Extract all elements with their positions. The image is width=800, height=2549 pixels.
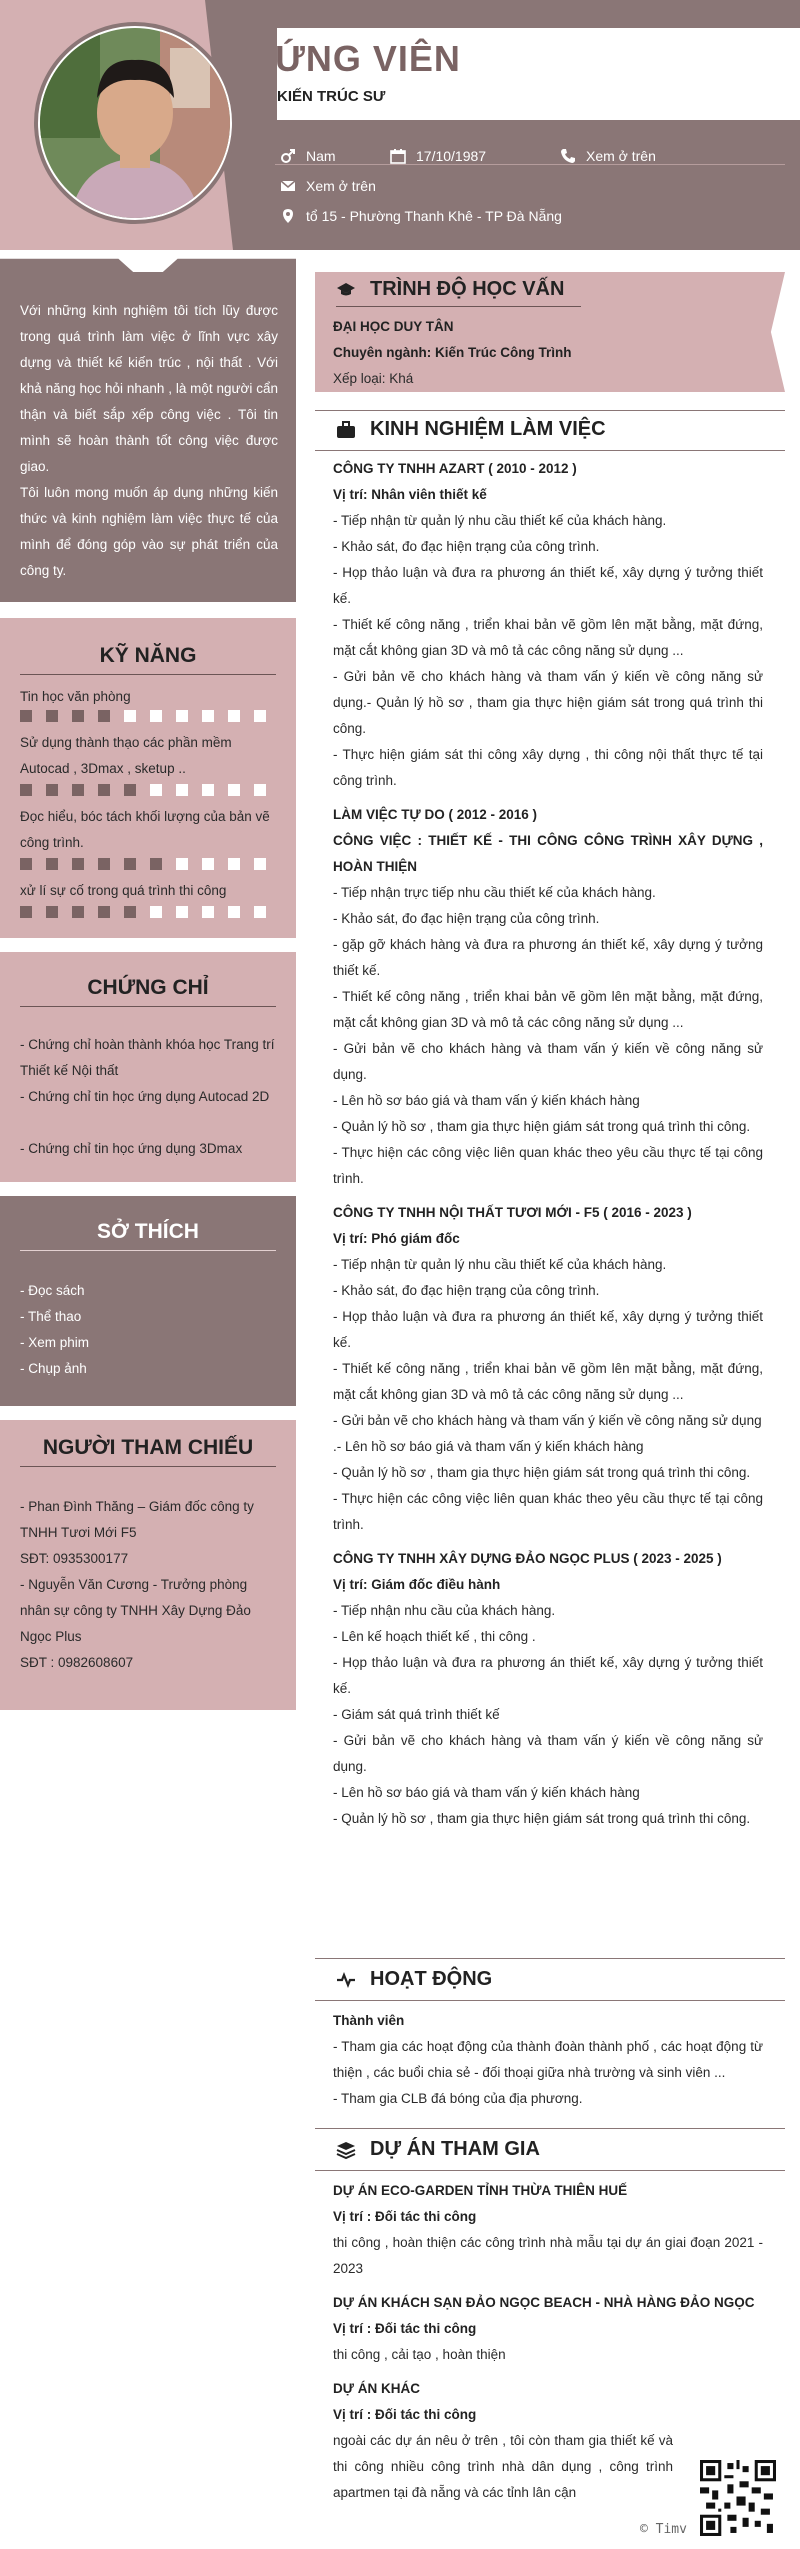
skill-label: Đọc hiểu, bóc tách khối lượng của bản vẽ công trình. bbox=[20, 809, 270, 850]
job-task: - Giám sát quá trình thiết kế bbox=[333, 1707, 500, 1722]
skills-title: KỸ NĂNG bbox=[99, 644, 197, 667]
header-top-bar bbox=[255, 0, 800, 28]
skill-square-filled bbox=[124, 906, 136, 918]
job-task: - Tiếp nhận từ quản lý nhu cầu thiết kế của khách hàng. bbox=[333, 1257, 667, 1272]
skill-rating bbox=[20, 858, 276, 870]
job-company: CÔNG TY TNHH NỘI THẤT TƯƠI MỚI - F5 ( 2016 - 2023 ) bbox=[333, 1205, 692, 1220]
skill-label: Sử dụng thành thạo các phần mềm Autocad , 3Dmax , sketup .. bbox=[20, 735, 232, 776]
projects-body bbox=[333, 2178, 763, 2506]
skill-square-filled bbox=[72, 710, 84, 722]
job-company: LÀM VIỆC TỰ DO ( 2012 - 2016 ) bbox=[333, 807, 538, 822]
job-task: - Thiết kế công năng , triển khai bản vẽ gồm lên mặt bằng, mặt đứng, mặt cắt không gian 3D và mô tả các công năng sử dụng ... bbox=[333, 989, 763, 1030]
skill-square-filled bbox=[98, 858, 110, 870]
job-company: CÔNG TY TNHH XÂY DỰNG ĐẢO NGỌC PLUS ( 2023 - 2025 ) bbox=[333, 1551, 722, 1566]
skill-square-empty bbox=[176, 784, 188, 796]
skill-square-empty bbox=[254, 858, 266, 870]
skill-square-filled bbox=[98, 784, 110, 796]
skill-square-filled bbox=[72, 906, 84, 918]
job-task: - Thực hiện giám sát thi công xây dựng , thi công nội thất thực tế tại công trình. bbox=[333, 747, 763, 788]
hobbies-section bbox=[0, 1196, 296, 1406]
job-task: - Khảo sát, đo đạc hiện trạng của công trình. bbox=[333, 911, 600, 926]
reference-item: - Nguyễn Văn Cương - Trưởng phòng nhân sự công ty TNHH Xây Dựng Đảo Ngọc Plus bbox=[20, 1577, 251, 1644]
education-underline bbox=[336, 306, 581, 307]
info-dob bbox=[390, 148, 486, 164]
project-desc: ngoài các dự án nêu ở trên , tôi còn tham gia thiết kế và thi công nhiều công trình nhà dân dụng , công trình apartmen tại đà nẵng và các tỉnh lân cận bbox=[333, 2433, 673, 2500]
job-block bbox=[333, 456, 763, 794]
education-heading bbox=[336, 278, 564, 301]
skill-square-filled bbox=[46, 784, 58, 796]
gender-icon bbox=[280, 148, 296, 164]
job-task: - Gửi bản vẽ cho khách hàng và tham vấn ý kiến về công năng sử dụng. bbox=[333, 1733, 763, 1774]
hobby-item: - Đọc sách bbox=[20, 1283, 85, 1298]
skill-label: Tin học văn phòng bbox=[20, 689, 131, 704]
intro-paragraph: Tôi luôn mong muốn áp dụng những kiến thức và kinh nghiệm làm việc thực tế của mình để đóng góp vào sự phát triển của công ty. bbox=[20, 485, 278, 578]
reference-phone: SĐT : 0982608607 bbox=[20, 1655, 134, 1670]
education-title: TRÌNH ĐỘ HỌC VẤN bbox=[370, 278, 565, 300]
project-role: Vị trí : Đối tác thi công bbox=[333, 2209, 477, 2224]
header-notch bbox=[255, 28, 277, 120]
location-icon bbox=[280, 208, 296, 224]
info-gender bbox=[280, 148, 336, 164]
skill-square-filled bbox=[72, 858, 84, 870]
activities-divider-top bbox=[315, 1958, 785, 1959]
skill-square-filled bbox=[124, 784, 136, 796]
job-block bbox=[333, 802, 763, 1192]
skill-square-empty bbox=[150, 710, 162, 722]
activities-body bbox=[333, 2008, 763, 2112]
intro-paragraph: Với những kinh nghiệm tôi tích lũy được trong quá trình làm việc ở lĩnh vực xây dựng và thiết kế kiến trúc , nội thất . Với khả năng học hỏi nhanh , là một người cẩn thận và biết sắp xếp công việc . Tôi tin mình sẽ hoàn thành tốt công việc được giao. bbox=[20, 303, 278, 474]
references-title-underline bbox=[20, 1466, 276, 1467]
phone-icon bbox=[560, 148, 576, 164]
info-email bbox=[280, 178, 376, 194]
phone-value: Xem ở trên bbox=[586, 148, 656, 164]
job-task: - Họp thảo luận và đưa ra phương án thiết kế, xây dựng ý tưởng thiết kế. bbox=[333, 565, 763, 606]
certificates-section bbox=[0, 952, 296, 1182]
job-task: - Tiếp nhận từ quản lý nhu cầu thiết kế của khách hàng. bbox=[333, 513, 667, 528]
references-title: NGƯỜI THAM CHIẾU bbox=[42, 1436, 254, 1459]
activities-title: HOẠT ĐỘNG bbox=[370, 1968, 493, 1990]
skill-square-empty bbox=[228, 784, 240, 796]
skill-square-filled bbox=[20, 710, 32, 722]
layers-icon bbox=[336, 2140, 356, 2160]
skill-square-filled bbox=[46, 858, 58, 870]
job-task: - Khảo sát, đo đạc hiện trạng của công trình. bbox=[333, 539, 600, 554]
activity-item: - Tham gia các hoạt động của thành đoàn thành phố , các hoạt động từ thiện , các buổi chia sẻ - đối thoại giữa nhà trường và sinh viên ... bbox=[333, 2039, 763, 2080]
job-task: - Khảo sát, đo đạc hiện trạng của công trình. bbox=[333, 1283, 600, 1298]
job-block bbox=[333, 1546, 763, 1832]
job-task: - gặp gỡ khách hàng và đưa ra phương án thiết kế, xây dựng ý tưởng thiết kế. bbox=[333, 937, 763, 978]
skill-square-filled bbox=[150, 858, 162, 870]
skill-square-empty bbox=[150, 784, 162, 796]
avatar bbox=[40, 28, 230, 218]
job-task: - Thiết kế công năng , triển khai bản vẽ gồm lên mặt bằng, mặt đứng, mặt cắt không gian 3D và mô tả các công năng sử dụng ... bbox=[333, 617, 763, 658]
email-value: Xem ở trên bbox=[306, 178, 376, 194]
experience-divider-top bbox=[315, 410, 785, 411]
job-position: CÔNG VIỆC : THIẾT KẾ - THI CÔNG CÔNG TRÌNH XÂY DỰNG , HOÀN THIỆN bbox=[333, 833, 763, 874]
footer-credit: © Timv bbox=[640, 2522, 687, 2537]
address-value: tổ 15 - Phường Thanh Khê - TP Đà Nẵng bbox=[306, 208, 562, 224]
job-task: - Quản lý hồ sơ , tham gia thực hiện giám sát trong quá trình thi công. bbox=[333, 1465, 751, 1480]
project-name: DỰ ÁN ECO-GARDEN TỈNH THỪA THIÊN HUẾ bbox=[333, 2183, 628, 2198]
skill-square-empty bbox=[228, 906, 240, 918]
skills-section bbox=[0, 618, 296, 938]
pulse-icon bbox=[336, 1970, 356, 1990]
info-phone bbox=[560, 148, 656, 164]
skill-square-empty bbox=[254, 784, 266, 796]
experience-heading bbox=[336, 418, 606, 441]
hobby-item: - Thể thao bbox=[20, 1309, 82, 1324]
skill-rating bbox=[20, 784, 276, 796]
job-task: .- Lên hồ sơ báo giá và tham vấn ý kiến khách hàng bbox=[333, 1439, 644, 1454]
activities-divider-bottom bbox=[315, 2000, 785, 2001]
job-task: - Họp thảo luận và đưa ra phương án thiết kế, xây dựng ý tưởng thiết kế. bbox=[333, 1655, 763, 1696]
candidate-name: ỨNG VIÊN bbox=[275, 38, 461, 79]
skills-title-underline bbox=[20, 674, 276, 675]
skill-square-filled bbox=[98, 906, 110, 918]
certificates-title-underline bbox=[20, 1006, 276, 1007]
project-role: Vị trí : Đối tác thi công bbox=[333, 2407, 477, 2422]
skill-square-empty bbox=[202, 858, 214, 870]
job-task: - Quản lý hồ sơ , tham gia thực hiện giám sát trong quá trình thi công. bbox=[333, 1119, 751, 1134]
job-task: - Tiếp nhận trực tiếp nhu cầu thiết kế của khách hàng. bbox=[333, 885, 656, 900]
projects-divider-bottom bbox=[315, 2170, 785, 2171]
projects-title: DỰ ÁN THAM GIA bbox=[370, 2138, 540, 2160]
certificate-item: - Chứng chỉ tin học ứng dụng 3Dmax bbox=[20, 1141, 243, 1156]
skill-square-filled bbox=[20, 858, 32, 870]
project-desc: thi công , hoàn thiện các công trình nhà mẫu tại dự án giai đoạn 2021 - 2023 bbox=[333, 2235, 763, 2276]
intro-section bbox=[0, 250, 296, 602]
graduation-icon bbox=[336, 280, 356, 300]
projects-heading bbox=[336, 2138, 540, 2161]
job-task: - Quản lý hồ sơ , tham gia thực hiện giám sát trong quá trình thi công. bbox=[333, 1811, 751, 1826]
reference-item: - Phan Đình Thăng – Giám đốc công ty TNHH Tươi Mới F5 bbox=[20, 1499, 254, 1540]
job-task: - Thiết kế công năng , triển khai bản vẽ gồm lên mặt bằng, mặt đứng, mặt cắt không gian 3D và mô tả các công năng sử dụng ... bbox=[333, 1361, 763, 1402]
experience-body bbox=[333, 456, 763, 1832]
job-position: Vị trí: Nhân viên thiết kế bbox=[333, 487, 487, 502]
skill-square-filled bbox=[98, 710, 110, 722]
education-body bbox=[333, 314, 763, 392]
skill-square-empty bbox=[202, 906, 214, 918]
projects-divider-top bbox=[315, 2128, 785, 2129]
certificates-title: CHỨNG CHỈ bbox=[87, 976, 209, 999]
gender-value: Nam bbox=[306, 148, 336, 164]
dob-value: 17/10/1987 bbox=[416, 148, 487, 164]
job-task: - Tiếp nhận nhu cầu của khách hàng. bbox=[333, 1603, 556, 1618]
job-task: - Thực hiện các công việc liên quan khác theo yêu cầu thực tế tại công trình. bbox=[333, 1491, 763, 1532]
project-desc: thi công , cải tạo , hoàn thiện bbox=[333, 2347, 506, 2362]
project-name: DỰ ÁN KHÁC bbox=[333, 2381, 420, 2396]
job-task: - Lên hồ sơ báo giá và tham vấn ý kiến khách hàng bbox=[333, 1093, 640, 1108]
skill-square-empty bbox=[254, 906, 266, 918]
certificate-item: - Chứng chỉ hoàn thành khóa học Trang trí Thiết kế Nội thất bbox=[20, 1037, 275, 1078]
skill-square-empty bbox=[176, 710, 188, 722]
qr-code bbox=[700, 2460, 776, 2536]
certificate-item: - Chứng chỉ tin học ứng dụng Autocad 2D bbox=[20, 1089, 270, 1104]
info-address bbox=[280, 208, 562, 224]
skill-square-filled bbox=[124, 858, 136, 870]
project-name: DỰ ÁN KHÁCH SẠN ĐẢO NGỌC BEACH - NHÀ HÀNG ĐẢO NGỌC bbox=[333, 2295, 755, 2310]
activity-item: - Tham gia CLB đá bóng của địa phương. bbox=[333, 2091, 583, 2106]
education-major: Chuyên ngành: Kiến Trúc Công Trình bbox=[333, 345, 572, 360]
calendar-icon bbox=[390, 148, 406, 164]
skill-label: xử lí sự cố trong quá trình thi công bbox=[20, 883, 227, 898]
hobby-item: - Xem phim bbox=[20, 1335, 90, 1350]
skill-square-empty bbox=[202, 784, 214, 796]
candidate-role: KIẾN TRÚC SƯ bbox=[277, 88, 386, 105]
skill-square-empty bbox=[228, 858, 240, 870]
skill-square-empty bbox=[124, 710, 136, 722]
skill-square-filled bbox=[72, 784, 84, 796]
experience-divider-bottom bbox=[315, 450, 785, 451]
skill-square-empty bbox=[150, 906, 162, 918]
experience-title: KINH NGHIỆM LÀM VIỆC bbox=[370, 418, 606, 440]
skill-square-filled bbox=[20, 906, 32, 918]
skill-square-filled bbox=[46, 906, 58, 918]
skill-square-empty bbox=[254, 710, 266, 722]
hobby-item: - Chụp ảnh bbox=[20, 1361, 87, 1376]
job-task: - Lên hồ sơ báo giá và tham vấn ý kiến khách hàng bbox=[333, 1785, 640, 1800]
job-block bbox=[333, 1200, 763, 1538]
project-role: Vị trí : Đối tác thi công bbox=[333, 2321, 477, 2336]
job-task: - Họp thảo luận và đưa ra phương án thiết kế, xây dựng ý tưởng thiết kế. bbox=[333, 1309, 763, 1350]
briefcase-icon bbox=[336, 420, 356, 440]
job-task: - Lên kế hoạch thiết kế , thi công . bbox=[333, 1629, 536, 1644]
job-task: - Gửi bản vẽ cho khách hàng và tham vấn ý kiến về công năng sử dụng bbox=[333, 1413, 762, 1428]
activities-role: Thành viên bbox=[333, 2013, 405, 2028]
skill-square-filled bbox=[20, 784, 32, 796]
job-task: - Thực hiện các công việc liên quan khác theo yêu cầu thực tế tại công trình. bbox=[333, 1145, 763, 1186]
skill-square-filled bbox=[46, 710, 58, 722]
reference-phone: SĐT: 0935300177 bbox=[20, 1551, 129, 1566]
job-task: - Gửi bản vẽ cho khách hàng và tham vấn ý kiến về công năng sử dụng. bbox=[333, 1041, 763, 1082]
header-info-divider bbox=[275, 164, 785, 165]
mail-icon bbox=[280, 178, 296, 194]
skill-square-empty bbox=[202, 710, 214, 722]
education-grade: Xếp loại: Khá bbox=[333, 371, 414, 386]
skill-square-empty bbox=[176, 858, 188, 870]
skill-square-empty bbox=[176, 906, 188, 918]
references-section bbox=[0, 1420, 296, 1710]
skill-rating bbox=[20, 906, 276, 918]
hobbies-title: SỞ THÍCH bbox=[97, 1220, 199, 1243]
intro-text bbox=[20, 298, 278, 584]
job-task: - Gửi bản vẽ cho khách hàng và tham vấn ý kiến về công năng sử dụng.- Quản lý hồ sơ , tham gia thực hiện giám sát trong quá trình thi công. bbox=[333, 669, 763, 736]
job-position: Vị trí: Phó giám đốc bbox=[333, 1231, 460, 1246]
skill-square-empty bbox=[228, 710, 240, 722]
job-company: CÔNG TY TNHH AZART ( 2010 - 2012 ) bbox=[333, 461, 577, 476]
skill-rating bbox=[20, 710, 276, 722]
hobbies-title-underline bbox=[20, 1250, 276, 1251]
activities-heading bbox=[336, 1968, 492, 1991]
job-position: Vị trí: Giám đốc điều hành bbox=[333, 1577, 501, 1592]
education-school: ĐẠI HỌC DUY TÂN bbox=[333, 319, 454, 334]
